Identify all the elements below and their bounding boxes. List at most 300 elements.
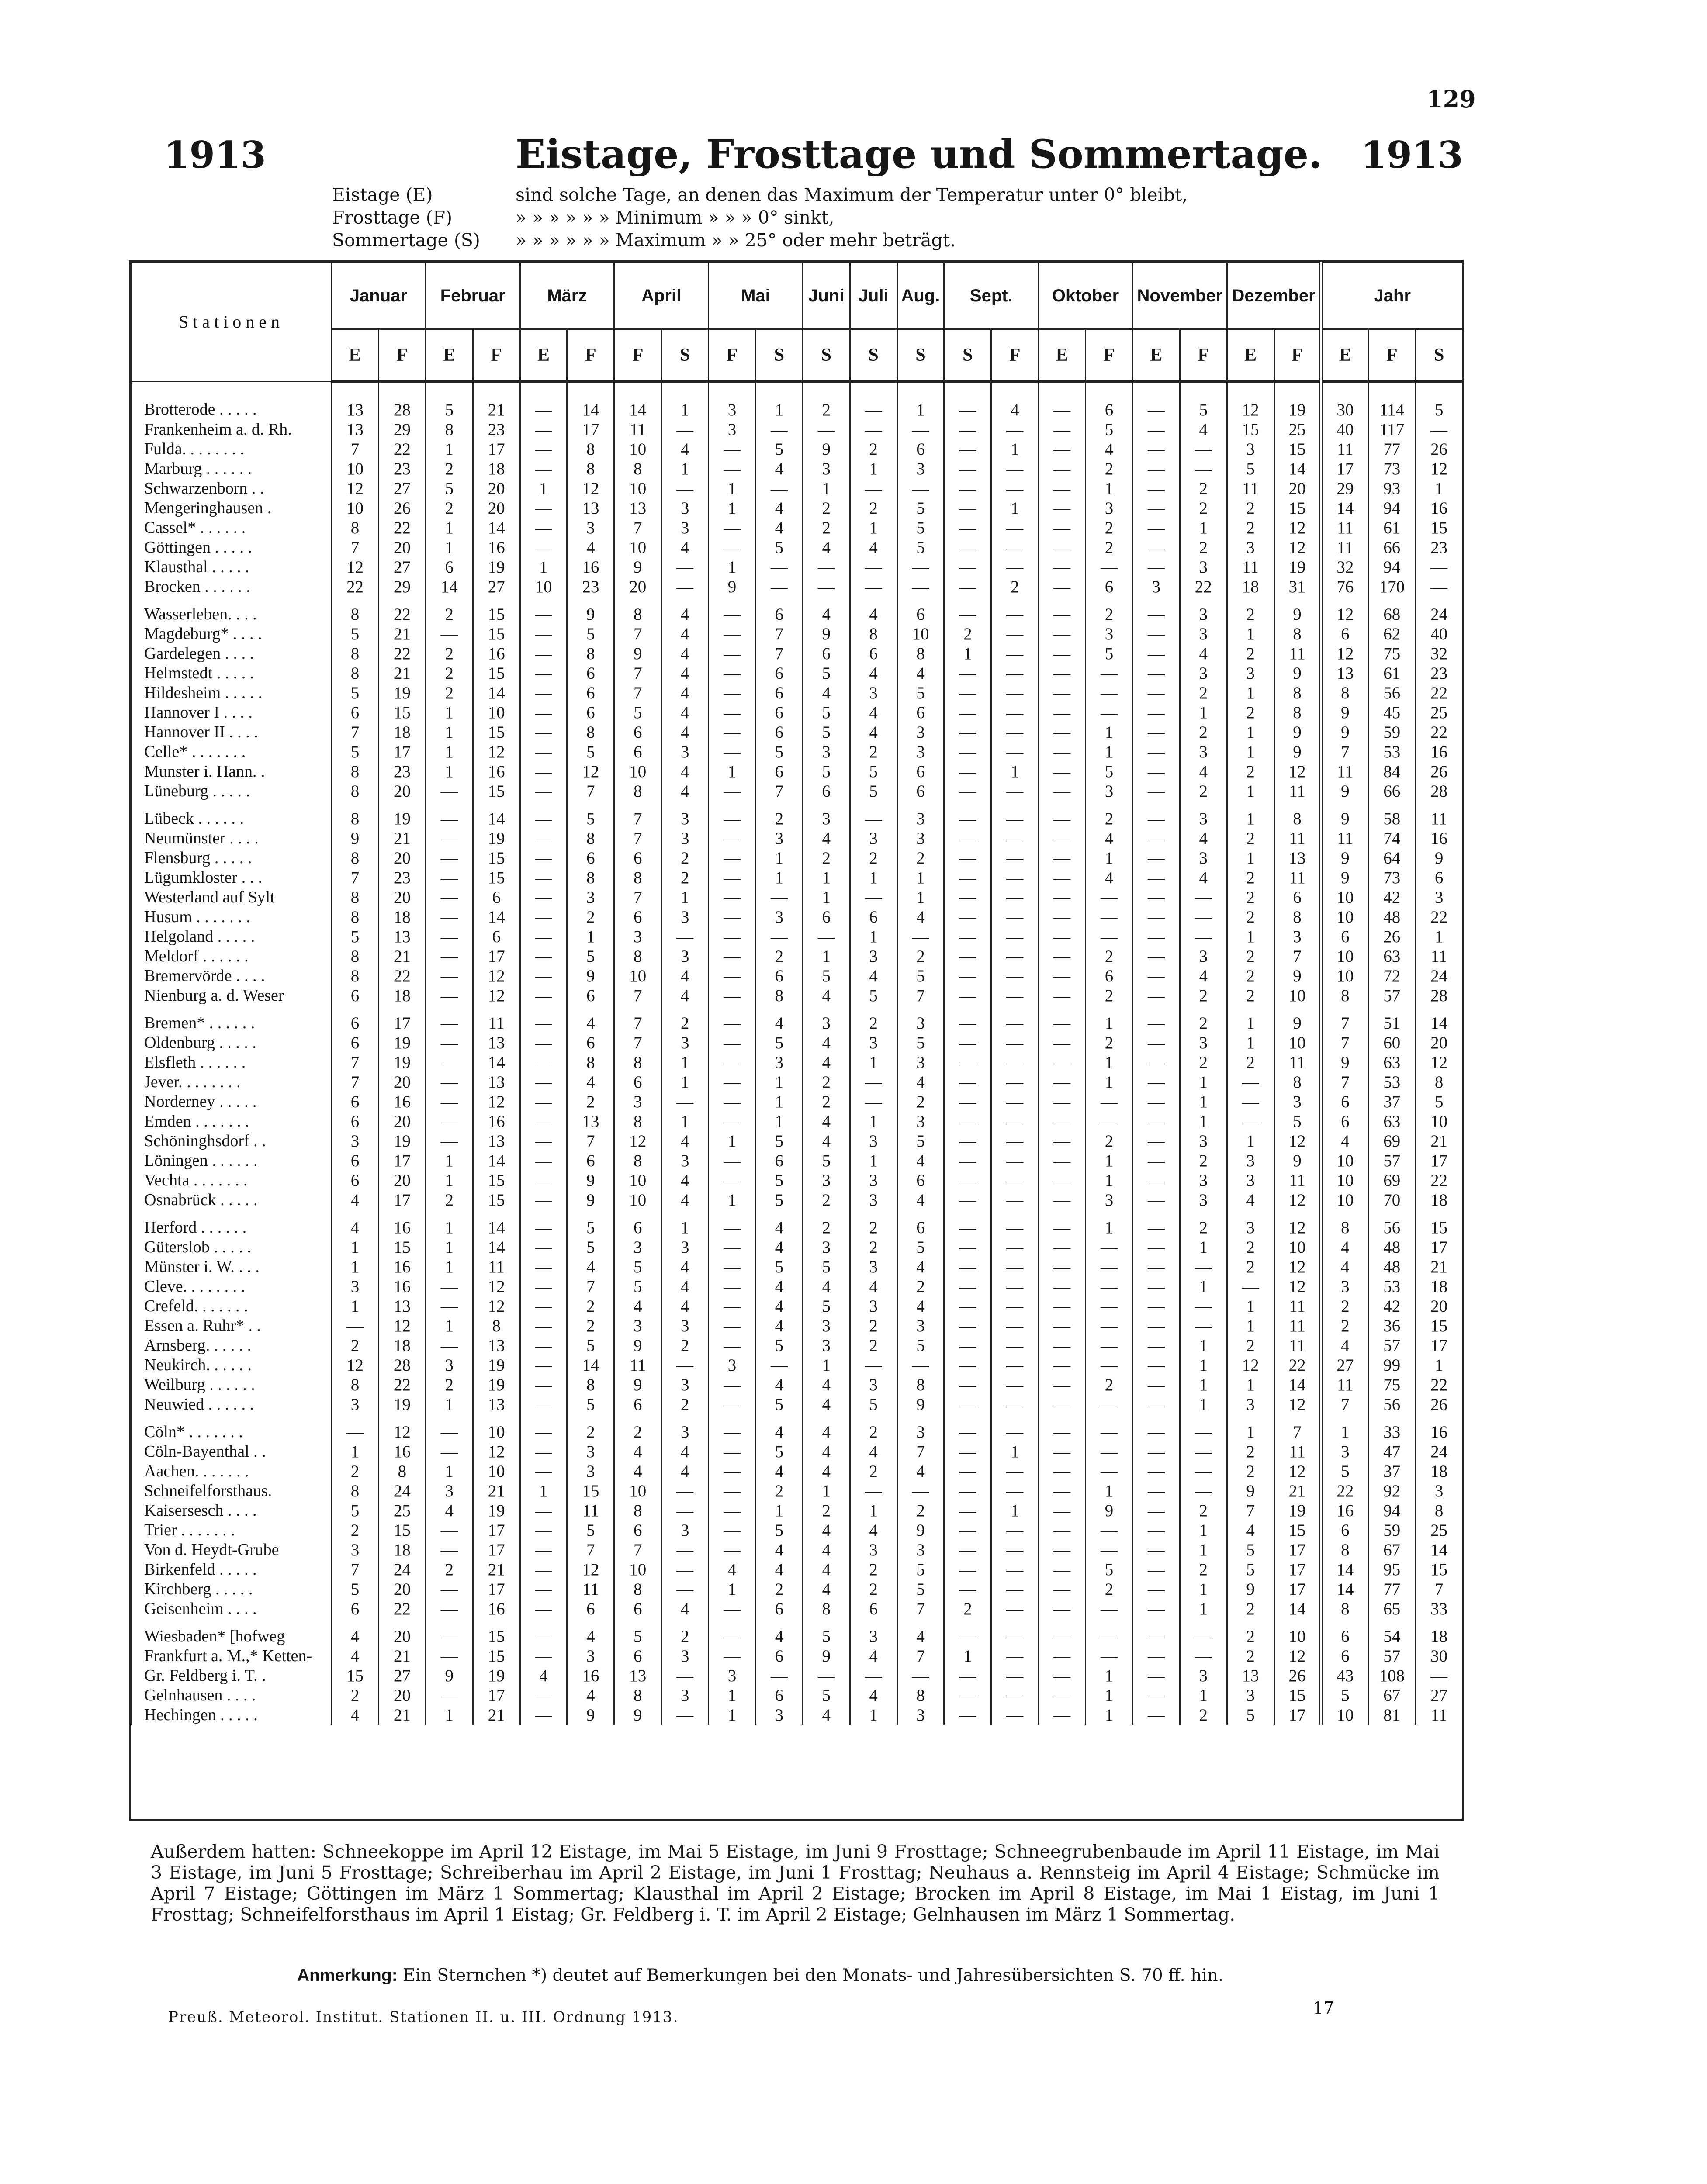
table-cell: — [1132, 439, 1180, 459]
table-cell: 21 [378, 1705, 426, 1725]
table-cell: 8 [1416, 1072, 1463, 1092]
table-cell: 6 [567, 848, 614, 868]
table-cell: 76 [1321, 577, 1368, 597]
table-cell: 6 [614, 1521, 661, 1540]
table-cell: 3 [332, 1395, 379, 1414]
table-cell: 5 [1321, 1462, 1368, 1481]
table-cell: 5 [803, 722, 850, 742]
table-cell: — [944, 683, 991, 703]
table-cell: 3 [1180, 742, 1227, 762]
table-cell: — [661, 1579, 709, 1599]
table-row [132, 1072, 1463, 1092]
table-cell: 3 [897, 459, 944, 479]
table-cell: 16 [378, 1442, 426, 1462]
table-cell: 5 [332, 742, 379, 762]
table-cell: 9 [614, 1375, 661, 1395]
table-cell: 15 [473, 722, 520, 742]
table-row [132, 1414, 1463, 1442]
table-cell: 13 [614, 498, 661, 518]
table-cell: 4 [755, 518, 803, 538]
table-cell: 2 [803, 381, 850, 420]
table-cell: 9 [803, 1646, 850, 1666]
table-cell: 1 [1180, 1599, 1227, 1619]
table-cell: — [897, 420, 944, 439]
table-row [132, 1277, 1463, 1296]
table-cell: 8 [614, 1579, 661, 1599]
table-cell: 8 [1321, 986, 1368, 1006]
table-cell: 1 [426, 1462, 473, 1481]
table-cell: — [944, 479, 991, 498]
table-cell: — [1086, 1646, 1133, 1666]
table-cell: — [991, 781, 1039, 801]
table-cell: — [1039, 1316, 1086, 1336]
table-cell: 1 [1227, 1006, 1274, 1033]
table-cell: — [1132, 1006, 1180, 1033]
table-cell: 4 [1321, 1336, 1368, 1355]
table-cell: 1 [755, 1072, 803, 1092]
table-cell: 15 [473, 1190, 520, 1210]
table-cell: — [1039, 1540, 1086, 1560]
table-cell: 18 [1416, 1277, 1463, 1296]
month-header: Februar [426, 263, 520, 329]
table-cell: 6 [426, 557, 473, 577]
table-cell: 2 [1227, 1053, 1274, 1072]
table-cell: 21 [1274, 1481, 1321, 1501]
institute-line: Preuß. Meteorol. Institut. Stationen II. u. III. Ordnung 1913. [168, 2008, 679, 2026]
table-cell: — [944, 1277, 991, 1296]
table-cell: — [426, 801, 473, 829]
table-cell: 14 [1321, 498, 1368, 518]
table-cell: — [426, 1072, 473, 1092]
table-cell: 14 [473, 518, 520, 538]
table-cell: — [709, 1210, 756, 1237]
table-cell: 5 [755, 439, 803, 459]
table-cell: — [426, 1619, 473, 1646]
table-cell: 9 [1321, 1053, 1368, 1072]
year-right: 1913 [1361, 133, 1463, 176]
table-cell: 4 [803, 597, 850, 624]
table-cell: — [661, 1355, 709, 1375]
table-cell: — [944, 1666, 991, 1686]
table-cell: 1 [520, 557, 567, 577]
table-cell: 1 [850, 518, 897, 538]
table-cell: 7 [332, 868, 379, 888]
table-cell: 9 [709, 577, 756, 597]
table-cell: 11 [1321, 829, 1368, 848]
table-cell: — [755, 927, 803, 947]
table-cell: — [520, 1190, 567, 1210]
table-cell: 16 [1416, 498, 1463, 518]
table-cell: — [755, 888, 803, 907]
table-cell: 15 [1416, 518, 1463, 538]
table-cell: 4 [850, 1521, 897, 1540]
table-cell: — [520, 1336, 567, 1355]
station-name: Oldenburg . . . . . [132, 1033, 332, 1053]
table-cell: 4 [1321, 1131, 1368, 1151]
table-cell: 37 [1368, 1462, 1416, 1481]
table-cell: 1 [332, 1257, 379, 1277]
table-cell: 1 [661, 1210, 709, 1237]
table-cell: — [1039, 1560, 1086, 1579]
table-cell: 7 [614, 986, 661, 1006]
table-cell: — [1039, 703, 1086, 722]
table-cell: 3 [661, 801, 709, 829]
sub-header: F [709, 329, 756, 382]
table-cell: 95 [1368, 1560, 1416, 1579]
table-cell: 21 [378, 1646, 426, 1666]
table-cell: 4 [661, 597, 709, 624]
table-row [132, 986, 1463, 1006]
table-cell: — [1039, 597, 1086, 624]
table-cell: 1 [755, 1092, 803, 1112]
table-cell: 4 [661, 1190, 709, 1210]
table-cell: 1 [426, 1395, 473, 1414]
table-cell: 3 [850, 1190, 897, 1210]
anmerkung [297, 1966, 1223, 1985]
table-cell: 7 [614, 888, 661, 907]
table-cell: 11 [1321, 538, 1368, 557]
table-cell: — [755, 420, 803, 439]
table-cell: 5 [567, 1395, 614, 1414]
table-cell: — [897, 927, 944, 947]
station-name: Schöninghsdorf . . [132, 1131, 332, 1151]
table-cell: 9 [897, 1521, 944, 1540]
station-name: Norderney . . . . . [132, 1092, 332, 1112]
table-cell: 4 [850, 722, 897, 742]
table-cell: — [1086, 907, 1133, 927]
table-cell: — [520, 1579, 567, 1599]
table-cell: 67 [1368, 1540, 1416, 1560]
table-cell: 21 [473, 1560, 520, 1579]
table-cell: — [1039, 801, 1086, 829]
table-cell: — [520, 1521, 567, 1540]
table-cell: 1 [426, 538, 473, 557]
table-cell: 17 [1274, 1540, 1321, 1560]
table-cell: — [991, 888, 1039, 907]
table-cell: 3 [567, 888, 614, 907]
table-cell: 3 [661, 1646, 709, 1666]
table-cell: — [1039, 1462, 1086, 1481]
table-cell: 3 [661, 1151, 709, 1171]
table-cell: 9 [614, 557, 661, 577]
table-cell: 2 [332, 1686, 379, 1705]
table-cell: 8 [614, 597, 661, 624]
table-cell: 2 [1086, 597, 1133, 624]
table-cell: — [1132, 1053, 1180, 1072]
table-cell: — [709, 1442, 756, 1462]
table-cell: 6 [897, 781, 944, 801]
table-cell: 1 [709, 1190, 756, 1210]
table-cell: — [1039, 1006, 1086, 1033]
table-cell: 3 [709, 1355, 756, 1375]
table-cell: 12 [473, 1442, 520, 1462]
table-cell: — [991, 624, 1039, 644]
definition-row [332, 229, 1188, 252]
table-row [132, 966, 1463, 986]
table-cell: 6 [850, 644, 897, 663]
table-cell: 8 [1321, 1599, 1368, 1619]
table-row [132, 888, 1463, 907]
table-cell: 16 [1416, 1414, 1463, 1442]
table-cell: 1 [1086, 742, 1133, 762]
table-cell: — [709, 1646, 756, 1666]
table-cell: 10 [1321, 1190, 1368, 1210]
table-cell: 66 [1368, 538, 1416, 557]
table-cell: 12 [1274, 762, 1321, 781]
table-cell: 22 [1180, 577, 1227, 597]
table-cell: 12 [473, 1277, 520, 1296]
month-header: Januar [332, 263, 426, 329]
table-cell: 6 [614, 1646, 661, 1666]
table-cell: 15 [1416, 1210, 1463, 1237]
table-cell: 57 [1368, 1646, 1416, 1666]
table-cell: 1 [850, 1053, 897, 1072]
table-cell: 114 [1368, 381, 1416, 420]
table-cell: 18 [378, 1336, 426, 1355]
table-cell: 17 [473, 1540, 520, 1560]
table-cell: — [1132, 762, 1180, 781]
table-cell: 14 [473, 683, 520, 703]
table-cell: 20 [378, 781, 426, 801]
table-cell: 3 [1086, 498, 1133, 518]
table-cell: 3 [897, 1705, 944, 1725]
table-cell: 6 [850, 1599, 897, 1619]
table-cell: 3 [850, 683, 897, 703]
table-cell: — [1132, 1316, 1180, 1336]
table-cell: 3 [1132, 577, 1180, 597]
table-cell: 29 [378, 420, 426, 439]
table-cell: — [991, 907, 1039, 927]
table-cell: — [991, 1646, 1039, 1666]
table-cell: — [1132, 1033, 1180, 1053]
table-cell: 6 [332, 1171, 379, 1190]
table-cell: — [709, 848, 756, 868]
table-cell: — [944, 829, 991, 848]
table-cell: — [661, 1540, 709, 1560]
table-cell: 10 [332, 459, 379, 479]
station-name: Klausthal . . . . . [132, 557, 332, 577]
definitions [332, 183, 1188, 252]
table-cell: 2 [1227, 868, 1274, 888]
table-cell: 56 [1368, 683, 1416, 703]
table-cell: — [944, 1395, 991, 1414]
table-cell: — [1180, 1296, 1227, 1316]
table-cell: 3 [755, 829, 803, 848]
table-row [132, 868, 1463, 888]
table-cell: 17 [1416, 1336, 1463, 1355]
table-cell: — [991, 1296, 1039, 1316]
table-cell: — [1132, 1521, 1180, 1540]
table-cell: — [1086, 1277, 1133, 1296]
table-cell: 3 [709, 1666, 756, 1686]
table-cell: 3 [1227, 538, 1274, 557]
table-cell: 8 [332, 907, 379, 927]
table-cell: 1 [897, 888, 944, 907]
table-cell: — [520, 1355, 567, 1375]
station-name: Hannover I . . . . [132, 703, 332, 722]
table-cell: 6 [332, 1033, 379, 1053]
table-cell: 9 [1274, 597, 1321, 624]
table-cell: 13 [332, 381, 379, 420]
table-cell: 12 [1227, 1355, 1274, 1375]
table-cell: 19 [378, 1033, 426, 1053]
sub-header: E [332, 329, 379, 382]
table-cell: 13 [473, 1072, 520, 1092]
table-cell: — [1039, 742, 1086, 762]
table-cell: 3 [661, 518, 709, 538]
table-cell: — [944, 1006, 991, 1033]
table-cell: 18 [1416, 1462, 1463, 1481]
table-row [132, 1033, 1463, 1053]
table-cell: — [1039, 663, 1086, 683]
table-cell: — [1039, 1705, 1086, 1725]
table-row [132, 829, 1463, 848]
table-cell: — [944, 381, 991, 420]
table-cell: 25 [1416, 703, 1463, 722]
table-cell: 4 [661, 762, 709, 781]
month-header: Jahr [1321, 263, 1463, 329]
table-cell: 6 [1321, 1521, 1368, 1540]
table-cell: 60 [1368, 1033, 1416, 1053]
table-cell: — [520, 1705, 567, 1725]
page-title: Eistage, Frosttage und Sommertage. [516, 131, 1323, 177]
table-cell: 17 [1274, 1705, 1321, 1725]
table-cell: — [520, 1501, 567, 1521]
table-cell: 1 [1180, 1072, 1227, 1092]
table-cell: — [944, 1053, 991, 1072]
table-cell: 13 [567, 498, 614, 518]
table-cell: 32 [1416, 644, 1463, 663]
table-cell: 2 [1227, 1599, 1274, 1619]
table-cell: 6 [755, 1646, 803, 1666]
table-cell: 6 [897, 1210, 944, 1237]
data-table [131, 262, 1463, 1725]
table-cell: 8 [567, 1053, 614, 1072]
table-cell: — [991, 1705, 1039, 1725]
table-cell: 5 [332, 927, 379, 947]
table-cell: 7 [567, 1131, 614, 1151]
table-cell: — [520, 663, 567, 683]
station-name: Schwarzenborn . . [132, 479, 332, 498]
table-cell: 3 [1227, 1210, 1274, 1237]
table-cell: 108 [1368, 1666, 1416, 1686]
table-cell: 3 [850, 1257, 897, 1277]
table-cell: 1 [426, 762, 473, 781]
table-cell: — [520, 683, 567, 703]
table-cell: 26 [1416, 1395, 1463, 1414]
table-cell: 1 [1180, 1579, 1227, 1599]
table-cell: 4 [755, 1414, 803, 1442]
table-cell: — [709, 624, 756, 644]
table-cell: 2 [803, 1501, 850, 1521]
table-cell: 64 [1368, 848, 1416, 868]
table-cell: 3 [755, 1705, 803, 1725]
table-cell: 61 [1368, 663, 1416, 683]
table-cell: 4 [1180, 762, 1227, 781]
table-cell: — [1132, 1666, 1180, 1686]
table-cell: 23 [378, 762, 426, 781]
table-cell: — [520, 722, 567, 742]
table-cell: — [991, 848, 1039, 868]
table-cell: 5 [332, 1579, 379, 1599]
table-cell: 68 [1368, 597, 1416, 624]
table-cell: 2 [1227, 907, 1274, 927]
table-cell: — [1132, 1462, 1180, 1481]
table-cell: 2 [1180, 683, 1227, 703]
month-header: Oktober [1039, 263, 1133, 329]
table-cell: 23 [1416, 663, 1463, 683]
table-cell: 6 [1274, 888, 1321, 907]
table-cell: 16 [1416, 829, 1463, 848]
table-row [132, 1646, 1463, 1666]
table-cell: — [991, 1666, 1039, 1686]
definition-text: » » » » » » Minimum » » » 0° sinkt, [516, 207, 834, 228]
table-cell: 20 [378, 888, 426, 907]
table-cell: 1 [709, 557, 756, 577]
table-cell: 2 [1227, 947, 1274, 966]
table-cell: 40 [1416, 624, 1463, 644]
table-cell: 4 [661, 966, 709, 986]
table-cell: — [709, 947, 756, 966]
table-cell: 4 [803, 1560, 850, 1579]
table-cell: 15 [473, 848, 520, 868]
table-cell: — [1132, 1190, 1180, 1210]
table-cell: 9 [614, 1705, 661, 1725]
table-cell: 13 [1274, 848, 1321, 868]
table-cell: — [1132, 1414, 1180, 1442]
table-cell: 5 [614, 1619, 661, 1646]
table-cell: 3 [661, 1316, 709, 1336]
table-cell: 5 [567, 1210, 614, 1237]
table-cell: 7 [1274, 1414, 1321, 1442]
table-cell: 8 [473, 1316, 520, 1336]
table-cell: 11 [1321, 762, 1368, 781]
table-cell: — [803, 1666, 850, 1686]
table-cell: — [1132, 966, 1180, 986]
table-cell: — [991, 742, 1039, 762]
table-cell: — [991, 479, 1039, 498]
table-cell: 8 [850, 624, 897, 644]
table-cell: 1 [1416, 1355, 1463, 1375]
table-cell: 1 [1227, 1316, 1274, 1336]
station-name: Cöln-Bayenthal . . [132, 1442, 332, 1462]
table-cell: — [1039, 459, 1086, 479]
table-cell: 4 [803, 1033, 850, 1053]
table-cell: 3 [332, 1131, 379, 1151]
table-cell: — [991, 683, 1039, 703]
table-cell: 84 [1368, 762, 1416, 781]
table-cell: — [944, 1210, 991, 1237]
table-cell: 1 [1227, 742, 1274, 762]
table-cell: 27 [378, 1666, 426, 1686]
table-cell: 4 [1180, 420, 1227, 439]
table-cell: 16 [473, 538, 520, 557]
table-cell: 8 [1274, 1072, 1321, 1092]
table-cell: — [426, 1053, 473, 1072]
sub-header: F [1180, 329, 1227, 382]
table-cell: 3 [567, 1442, 614, 1462]
table-cell: — [520, 1257, 567, 1277]
table-cell: 7 [614, 801, 661, 829]
table-cell: 17 [378, 1006, 426, 1033]
table-cell: 2 [567, 907, 614, 927]
table-cell: 14 [1274, 459, 1321, 479]
table-cell: 20 [378, 1112, 426, 1131]
table-cell: — [944, 538, 991, 557]
table-cell: 6 [1321, 1112, 1368, 1131]
table-cell: 69 [1368, 1131, 1416, 1151]
table-cell: 2 [1227, 518, 1274, 538]
